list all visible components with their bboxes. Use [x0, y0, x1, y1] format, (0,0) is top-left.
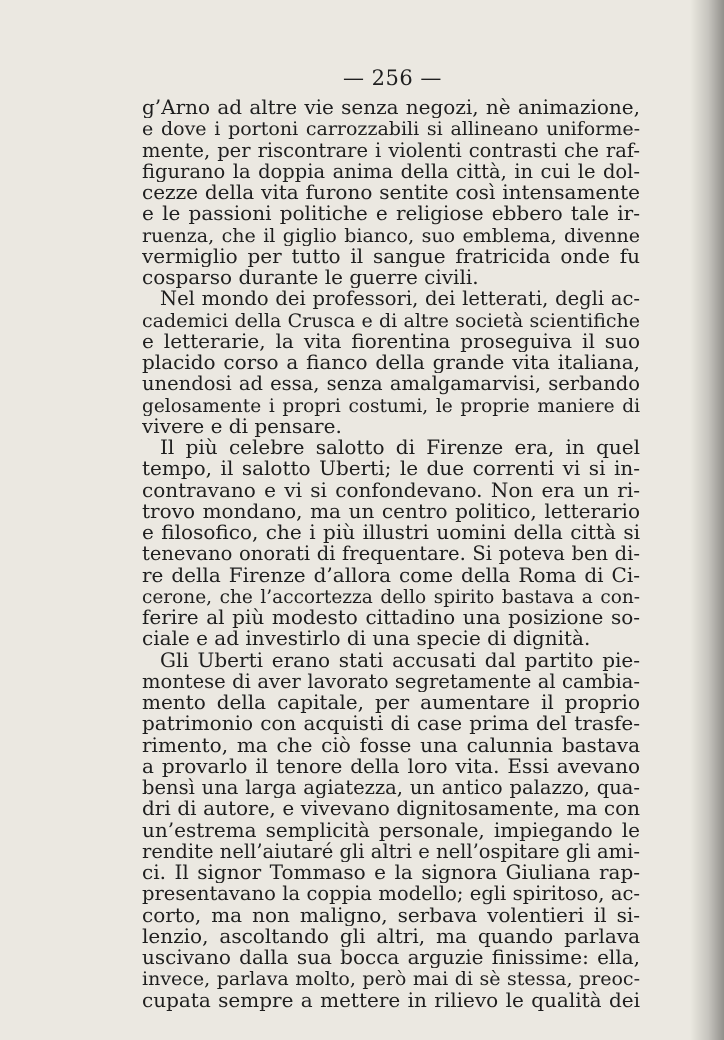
- text-line: montese di aver lavorato segretamente al cambia-: [142, 670, 640, 692]
- text-line: bensì una larga agiatezza, un antico palazzo, qua-: [142, 777, 640, 799]
- text-line: cerone, che l’accortezza dello spirito bastava a con-: [142, 586, 640, 607]
- text-line: Gli Uberti erano stati accusati dal partito pie-: [160, 649, 640, 671]
- text-line: cosparso durante le guerre civili.: [142, 267, 479, 289]
- text-line: invece, parlava molto, però mai di sè stessa, preoc-: [142, 968, 640, 990]
- text-line: Il più celebre salotto di Firenze era, in quel: [160, 437, 640, 459]
- text-line: mento della capitale, per aumentare il proprio: [142, 692, 640, 714]
- text-line: ci. Il signor Tommaso e la signora Giuliana rap-: [142, 862, 640, 884]
- text-line: vermiglio per tutto il sangue fratricida onde fu: [142, 245, 640, 267]
- text-line: e dove i portoni carrozzabili si allineano uniforme-: [142, 118, 640, 140]
- text-line: gelosamente i propri costumi, le proprie maniere di: [142, 395, 640, 416]
- text-line: placido corso a fianco della grande vita italiana,: [142, 352, 640, 374]
- text-line: figurano la doppia anima della città, in cui le dol-: [142, 160, 640, 182]
- text-line: lenzio, ascoltando gli altri, ma quando parlava: [142, 925, 640, 947]
- text-line: tenevano onorati di frequentare. Si poteva ben di-: [142, 543, 640, 565]
- page-number: — 256 —: [343, 66, 442, 90]
- text-line: g’Arno ad altre vie senza negozi, nè animazione,: [142, 97, 640, 119]
- body-text: [142, 97, 640, 1011]
- text-line: un’estrema semplicità personale, impiegando le: [142, 819, 640, 841]
- text-line: rimento, ma che ciò fosse una calunnia bastava: [142, 734, 640, 756]
- text-line: patrimonio con acquisti di case prima del trasfe-: [142, 713, 640, 735]
- text-line: ruenza, che il giglio bianco, suo emblema, divenne: [142, 224, 640, 246]
- text-line: ferire al più modesto cittadino una posizione so-: [142, 607, 640, 629]
- text-line: a provarlo il tenore della loro vita. Essi avevano: [142, 755, 640, 777]
- text-line: ciale e ad investirlo di una specie di dignità.: [142, 628, 591, 650]
- text-line: cademici della Crusca e di altre società scientifiche: [142, 309, 640, 331]
- text-line: vivere e di pensare.: [142, 415, 342, 437]
- text-line: cupata sempre a mettere in rilievo le qualità dei: [142, 989, 640, 1011]
- text-line: corto, ma non maligno, serbava volentieri il si-: [142, 904, 640, 926]
- text-line: e le passioni politiche e religiose ebbero tale ir-: [142, 203, 640, 225]
- text-line: trovo mondano, ma un centro politico, letterario: [142, 500, 640, 522]
- page-edge-shadow: [690, 0, 724, 1040]
- text-line: contravano e vi si confondevano. Non era un ri-: [142, 479, 640, 501]
- text-line: unendosi ad essa, senza amalgamarvisi, serbando: [142, 373, 640, 395]
- text-line: e letterarie, la vita fiorentina proseguiva il suo: [142, 330, 640, 352]
- text-line: Nel mondo dei professori, dei letterati, degli ac-: [160, 288, 640, 310]
- text-line: e filosofico, che i più illustri uomini della città si: [142, 522, 640, 544]
- text-line: presentavano la coppia modello; egli spiritoso, ac-: [142, 883, 640, 905]
- text-line: cezze della vita furono sentite così intensamente: [142, 182, 640, 204]
- text-line: tempo, il salotto Uberti; le due correnti vi si in-: [142, 458, 640, 480]
- text-line: dri di autore, e vivevano dignitosamente, ma con: [142, 798, 640, 820]
- text-line: mente, per riscontrare i violenti contrasti che raf-: [142, 139, 640, 161]
- text-line: uscivano dalla sua bocca arguzie finissime: ella,: [142, 947, 640, 969]
- text-line: re della Firenze d’allora come della Roma di Ci-: [142, 564, 640, 586]
- text-line: rendite nell’aiutaré gli altri e nell’ospitare gli ami-: [142, 840, 640, 862]
